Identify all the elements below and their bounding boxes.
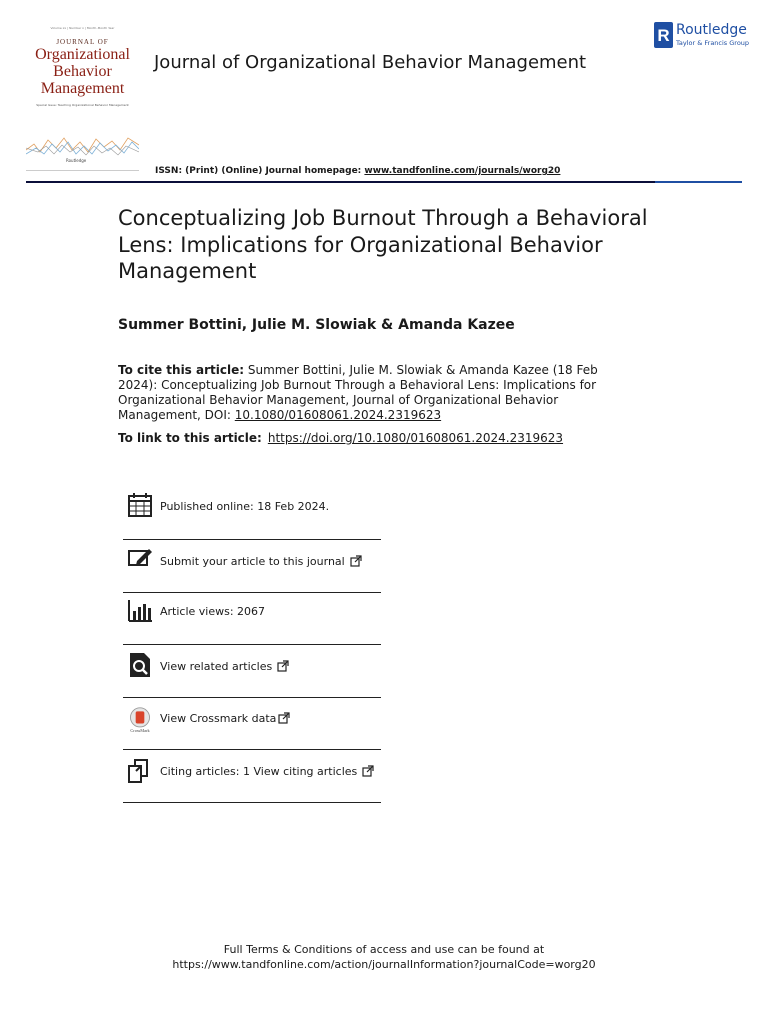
footer-terms xyxy=(0,942,768,972)
cover-name-line-2: Behavior xyxy=(53,63,112,80)
article-authors: Summer Bottini, Julie M. Slowiak & Amanda Kazee xyxy=(118,317,515,333)
crossmark-icon xyxy=(127,707,153,733)
article-views: Article views: 2067 xyxy=(160,605,266,618)
search-document-icon xyxy=(127,652,153,678)
cover-wave-graphic xyxy=(26,130,139,158)
publisher-name: Routledge xyxy=(676,22,747,38)
footer-line-1: Full Terms & Conditions of access and use can be found at xyxy=(223,943,545,956)
crossmark-icon-label: CrossMark xyxy=(130,728,150,733)
crossmark-row[interactable] xyxy=(123,698,381,751)
citing-articles-link[interactable] xyxy=(160,765,374,778)
article-link-line xyxy=(118,431,563,445)
issn-label: ISSN: (Print) (Online) Journal homepage: xyxy=(155,166,365,176)
views-row xyxy=(123,593,381,646)
footer-terms-link[interactable]: https://www.tandfonline.com/action/journalInformation?journalCode=worg20 xyxy=(172,958,596,971)
published-row xyxy=(123,486,381,539)
crossmark-label: View Crossmark data xyxy=(160,712,277,725)
article-title: Conceptualizing Job Burnout Through a Behavioral Lens: Implications for Organizational Behavior Management xyxy=(118,206,648,283)
citing-articles-icon xyxy=(127,758,153,784)
published-date: Published online: 18 Feb 2024. xyxy=(160,500,330,513)
external-link-icon xyxy=(278,712,290,724)
journal-cover-thumbnail xyxy=(26,22,139,171)
external-link-icon xyxy=(350,555,362,567)
cover-volume-line: Volume xx | Number x | Month–Month Year xyxy=(50,26,115,30)
submit-row[interactable] xyxy=(123,540,381,593)
issn-line xyxy=(155,166,560,176)
routledge-logo[interactable] xyxy=(654,22,750,52)
header-rule xyxy=(26,181,655,183)
article-doi-link[interactable]: https://doi.org/10.1080/01608061.2024.2319623 xyxy=(267,431,564,445)
cite-label: To cite this article: xyxy=(118,363,245,377)
cover-name-line-3: Management xyxy=(40,80,125,97)
link-label: To link to this article: xyxy=(118,431,262,445)
bar-chart-icon xyxy=(127,598,153,624)
cover-journal-of: JOURNAL OF xyxy=(56,38,109,46)
citing-row[interactable] xyxy=(123,750,381,803)
crossmark-link[interactable] xyxy=(160,712,290,725)
citation-block xyxy=(118,363,638,423)
row-divider xyxy=(123,802,381,803)
submit-label: Submit your article to this journal xyxy=(160,555,345,568)
citing-label: Citing articles: 1 View citing articles xyxy=(160,765,358,778)
related-label: View related articles xyxy=(160,660,273,673)
header-rule-accent xyxy=(655,181,742,183)
external-link-icon xyxy=(362,765,374,777)
routledge-r-icon xyxy=(654,22,673,48)
external-link-icon xyxy=(277,660,289,672)
edit-icon xyxy=(127,545,153,571)
submit-article-link[interactable] xyxy=(160,555,362,568)
publisher-subtitle: Taylor & Francis Group xyxy=(676,39,750,47)
svg-text:R: R xyxy=(657,26,670,45)
related-row[interactable] xyxy=(123,645,381,698)
calendar-icon xyxy=(127,492,153,518)
journal-homepage-link[interactable]: www.tandfonline.com/journals/worg20 xyxy=(364,166,561,176)
cover-special-issue: Special Issue: Teaching Organizational Behavior Management xyxy=(36,103,129,107)
related-articles-link[interactable] xyxy=(160,660,289,673)
cite-doi-link[interactable]: 10.1080/01608061.2024.2319623 xyxy=(234,408,442,422)
cover-publisher: Routledge xyxy=(66,158,87,163)
cover-name-line-1: Organizational xyxy=(35,46,130,63)
journal-title[interactable]: Journal of Organizational Behavior Management xyxy=(154,52,587,73)
cite-text: Summer Bottini, Julie M. Slowiak & Amanda Kazee (18 Feb 2024): Conceptualizing Job Burnout Through a Behavioral Lens: Implications for Organizational Behavior Management, Journal of Organizational Behavior Management, DOI: xyxy=(118,363,598,422)
